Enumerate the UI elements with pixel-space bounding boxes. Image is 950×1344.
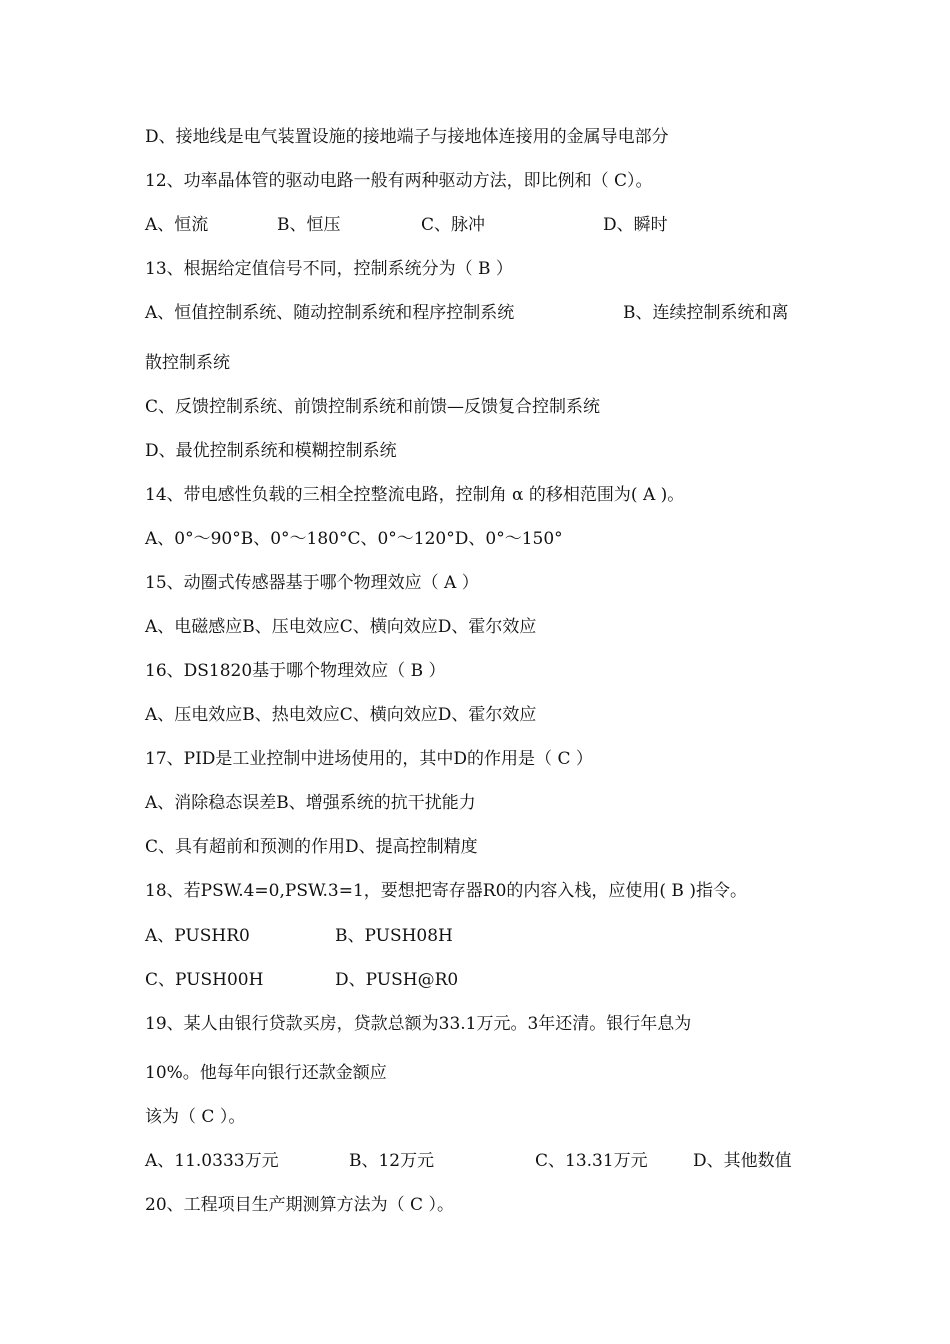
question-19-end: 该为（ C ）。	[145, 1107, 246, 1127]
q13-options	[145, 302, 789, 324]
question-15: 15、动圈式传感器基于哪个物理效应（ A ）	[145, 573, 479, 593]
q12-option-b: B、恒压	[277, 215, 341, 235]
question-13: 13、根据给定值信号不同，控制系统分为（ B ）	[145, 259, 513, 279]
q13-option-b: B、连续控制系统和离	[623, 303, 789, 323]
question-16: 16、DS1820基于哪个物理效应（ B ）	[145, 661, 446, 681]
q18-option-a: A、PUSHR0	[145, 926, 250, 946]
q18-option-c: C、PUSH00H	[145, 970, 264, 990]
q13-option-c: C、反馈控制系统、前馈控制系统和前馈—反馈复合控制系统	[145, 397, 601, 417]
q13-option-d: D、最优控制系统和模糊控制系统	[145, 441, 397, 461]
question-17: 17、PID是工业控制中进场使用的，其中D的作用是（ C ）	[145, 749, 593, 769]
q19-option-d: D、其他数值	[693, 1151, 792, 1171]
q15-options: A、电磁感应B、压电效应C、横向效应D、霍尔效应	[145, 617, 537, 637]
q14-options: A、0°～90°B、0°～180°C、0°～120°D、0°～150°	[145, 529, 563, 549]
q18-option-b: B、PUSH08H	[335, 926, 453, 946]
q19-option-c: C、13.31万元	[535, 1151, 648, 1171]
q19-option-b: B、12万元	[349, 1151, 435, 1171]
question-19: 19、某人由银行贷款买房，贷款总额为33.1万元。3年还清。银行年息为	[145, 1014, 692, 1034]
q19-option-a: A、11.0333万元	[145, 1151, 279, 1171]
q12-options	[145, 214, 668, 236]
q13-option-a: A、恒值控制系统、随动控制系统和程序控制系统	[145, 303, 515, 323]
question-14: 14、带电感性负载的三相全控整流电路，控制角 α 的移相范围为( A )。	[145, 485, 685, 505]
option-line: D、接地线是电气装置设施的接地端子与接地体连接用的金属导电部分	[145, 127, 669, 147]
question-20: 20、工程项目生产期测算方法为（ C ）。	[145, 1195, 454, 1215]
q18-option-d: D、PUSH@R0	[335, 970, 459, 990]
question-19-continued: 10%。他每年向银行还款金额应	[145, 1063, 387, 1083]
q12-option-d: D、瞬时	[603, 215, 668, 235]
q18-options-ab	[145, 925, 453, 947]
q18-options-cd	[145, 969, 458, 991]
question-12: 12、功率晶体管的驱动电路一般有两种驱动方法，即比例和（ C）。	[145, 171, 653, 191]
q17-options-cd: C、具有超前和预测的作用D、提高控制精度	[145, 837, 478, 857]
q12-option-c: C、脉冲	[421, 215, 486, 235]
question-18: 18、若PSW.4=0,PSW.3=1，要想把寄存器R0的内容入栈，应使用( B )指令。	[145, 881, 747, 901]
q16-options: A、压电效应B、热电效应C、横向效应D、霍尔效应	[145, 705, 537, 725]
q19-options	[145, 1150, 792, 1172]
q13-option-b-continued: 散控制系统	[145, 353, 230, 373]
q17-options-ab: A、消除稳态误差B、增强系统的抗干扰能力	[145, 793, 476, 813]
q12-option-a: A、恒流	[145, 215, 209, 235]
